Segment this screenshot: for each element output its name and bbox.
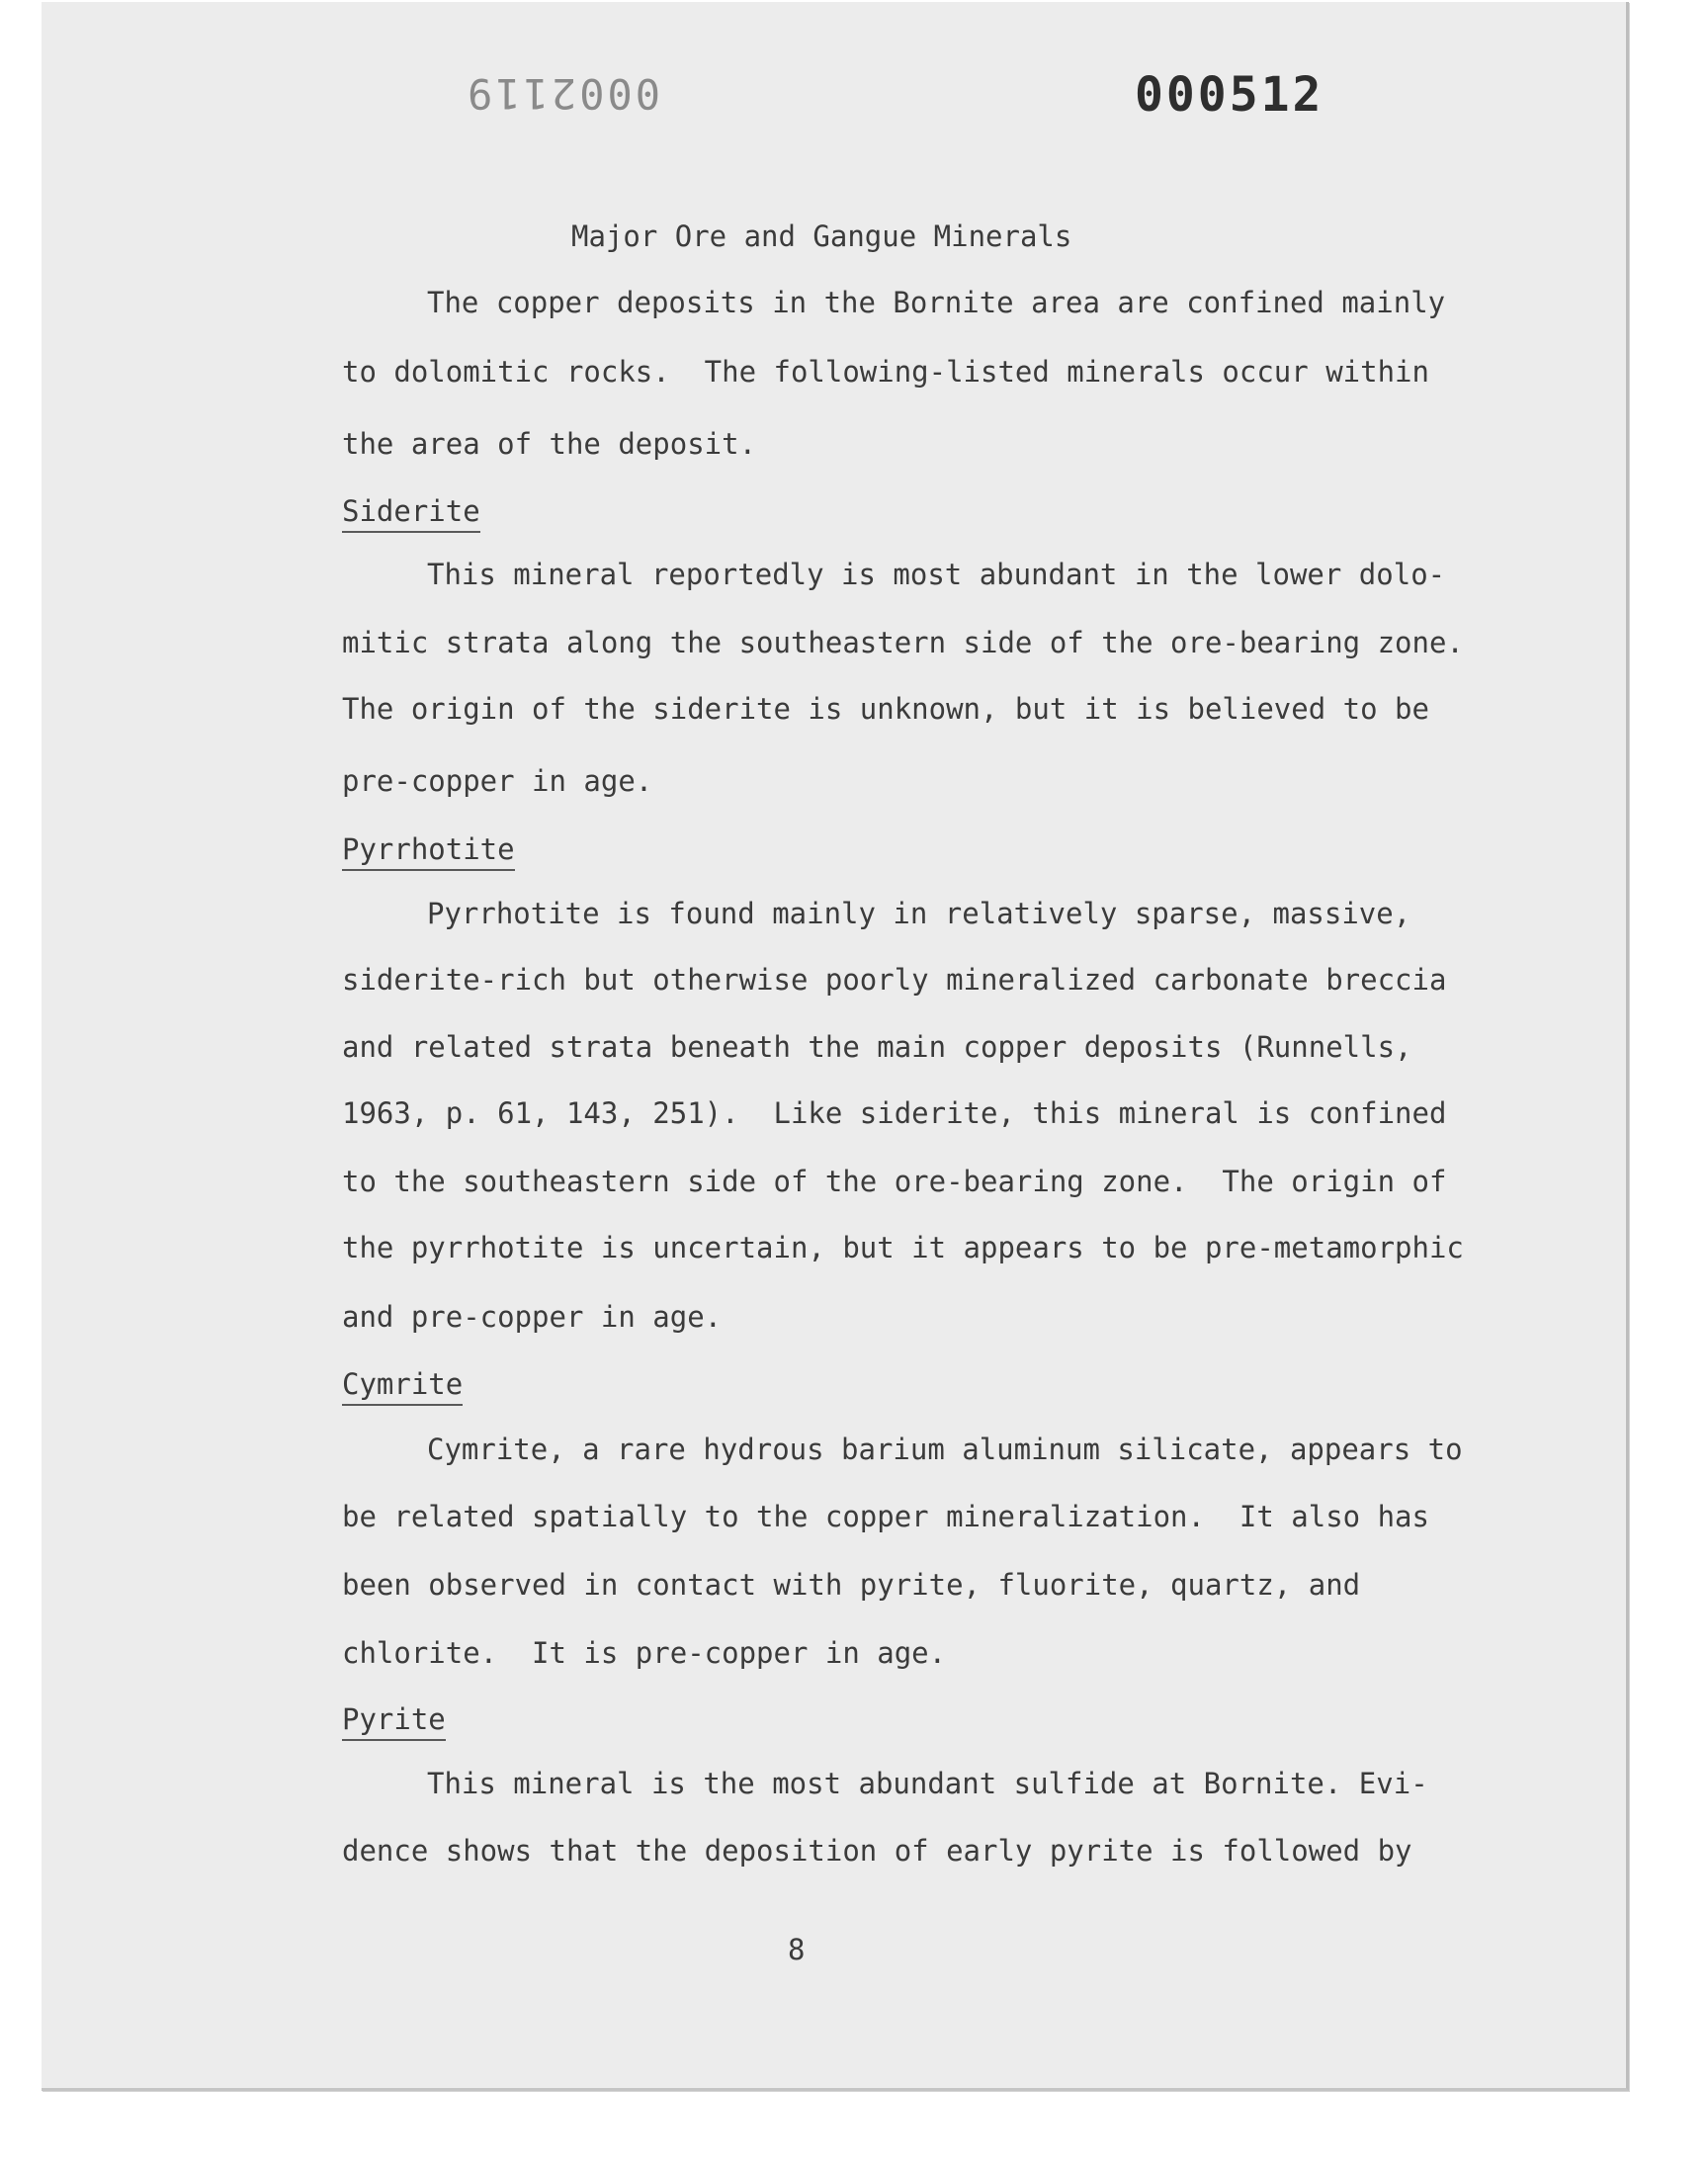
pyrrhotite-line: and pre-copper in age.: [342, 1300, 723, 1334]
intro-line: The copper deposits in the Bornite area are confined mainly: [427, 286, 1446, 319]
siderite-line: pre-copper in age.: [342, 764, 653, 798]
pyrrhotite-line: the pyrrhotite is uncertain, but it appears to be pre-metamorphic: [342, 1231, 1464, 1264]
intro-line: the area of the deposit.: [342, 427, 757, 461]
section-title: Major Ore and Gangue Minerals: [571, 219, 1072, 253]
pyrrhotite-line: 1963, p. 61, 143, 251). Like siderite, this mineral is confined: [342, 1096, 1447, 1130]
pyrrhotite-line: and related strata beneath the main copper deposits (Runnells,: [342, 1030, 1412, 1064]
pyrite-line: dence shows that the deposition of early pyrite is followed by: [342, 1834, 1412, 1868]
siderite-line: mitic strata along the southeastern side of the ore-bearing zone.: [342, 626, 1464, 659]
cymrite-line: been observed in contact with pyrite, fluorite, quartz, and: [342, 1568, 1361, 1602]
siderite-line: This mineral reportedly is most abundant in the lower dolo-: [427, 558, 1446, 591]
document-number-stamp: 000512: [1135, 67, 1324, 123]
cymrite-line: Cymrite, a rare hydrous barium aluminum silicate, appears to: [427, 1433, 1463, 1466]
document-number-stamp-inverted: 0002119: [465, 69, 661, 118]
pyrrhotite-line: Pyrrhotite is found mainly in relatively sparse, massive,: [427, 897, 1411, 930]
intro-line: to dolomitic rocks. The following-listed minerals occur within: [342, 355, 1429, 389]
siderite-line: The origin of the siderite is unknown, but it is believed to be: [342, 692, 1429, 726]
cymrite-heading: Cymrite: [342, 1370, 463, 1406]
page-number: 8: [788, 1933, 806, 1966]
pyrite-line: This mineral is the most abundant sulfide at Bornite. Evi-: [427, 1767, 1428, 1800]
pyrite-heading: Pyrite: [342, 1705, 446, 1741]
pyrrhotite-line: to the southeastern side of the ore-bearing zone. The origin of: [342, 1165, 1447, 1198]
pyrrhotite-heading: Pyrrhotite: [342, 835, 515, 871]
siderite-heading: Siderite: [342, 497, 480, 533]
cymrite-line: be related spatially to the copper mineralization. It also has: [342, 1500, 1429, 1533]
pyrrhotite-line: siderite-rich but otherwise poorly mineralized carbonate breccia: [342, 963, 1447, 997]
cymrite-line: chlorite. It is pre-copper in age.: [342, 1636, 947, 1670]
